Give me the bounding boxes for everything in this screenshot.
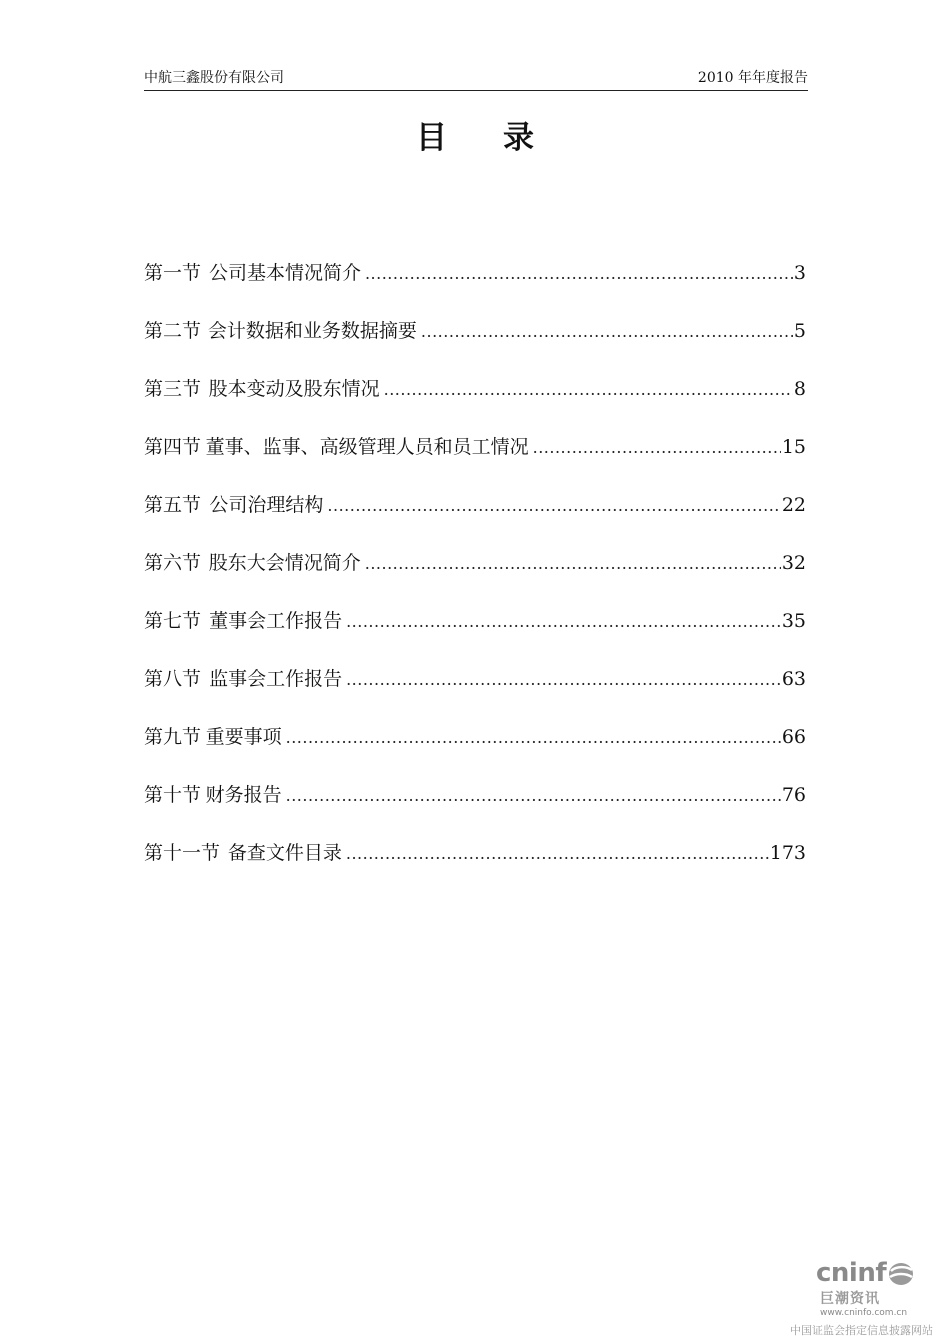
table-of-contents xyxy=(144,254,806,892)
toc-entry[interactable] xyxy=(144,370,806,428)
toc-leader-dots xyxy=(384,371,793,409)
toc-page-number: 173 xyxy=(769,842,806,864)
swirl-icon xyxy=(886,1260,916,1288)
toc-section-name: 股本变动及股东情况 xyxy=(208,378,380,400)
toc-page-number: 76 xyxy=(781,784,806,806)
page-header xyxy=(144,68,808,91)
toc-leader-dots xyxy=(286,777,781,815)
toc-page-number: 5 xyxy=(793,320,806,342)
watermark-slogan: 中国证监会指定信息披露网站 xyxy=(790,1324,933,1337)
toc-leader-dots xyxy=(286,719,781,757)
toc-section-name: 会计数据和业务数据摘要 xyxy=(207,320,417,342)
header-report-title: 2010 年年度报告 xyxy=(697,70,808,86)
toc-entry[interactable] xyxy=(144,660,806,718)
toc-section-name: 公司治理结构 xyxy=(209,494,324,516)
toc-section-name: 股东大会情况简介 xyxy=(208,552,361,574)
toc-section-number: 第十一节 xyxy=(144,842,221,864)
toc-page-number: 63 xyxy=(781,668,806,690)
toc-section-number: 第三节 xyxy=(144,378,202,400)
toc-section-name: 财务报告 xyxy=(205,784,282,806)
toc-leader-dots xyxy=(327,487,780,525)
toc-page-number: 35 xyxy=(781,610,806,632)
toc-entry[interactable] xyxy=(144,776,806,834)
watermark-brand: cninf xyxy=(816,1258,887,1288)
toc-section-number: 第二节 xyxy=(144,320,202,342)
toc-leader-dots xyxy=(365,255,793,293)
toc-leader-dots xyxy=(421,313,793,351)
toc-entry[interactable] xyxy=(144,486,806,544)
watermark-url: www.cninfo.com.cn xyxy=(820,1308,908,1318)
toc-section-name: 监事会工作报告 xyxy=(209,668,343,690)
toc-leader-dots xyxy=(346,603,781,641)
toc-page-number: 8 xyxy=(793,378,806,400)
toc-leader-dots xyxy=(346,661,781,699)
toc-entry[interactable] xyxy=(144,544,806,602)
toc-title: 目录 xyxy=(416,120,590,156)
toc-leader-dots xyxy=(533,429,781,467)
toc-entry[interactable] xyxy=(144,428,806,486)
toc-page-number: 3 xyxy=(793,262,806,284)
toc-page-number: 66 xyxy=(781,726,806,748)
toc-section-number: 第七节 xyxy=(144,610,202,632)
toc-section-number: 第八节 xyxy=(144,668,202,690)
toc-section-name: 董事、监事、高级管理人员和员工情况 xyxy=(205,436,529,458)
toc-section-number: 第九节 xyxy=(144,726,202,748)
toc-section-name: 重要事项 xyxy=(205,726,282,748)
watermark-brand-cn: 巨潮资讯 xyxy=(820,1291,880,1307)
toc-section-name: 董事会工作报告 xyxy=(209,610,343,632)
toc-entry[interactable] xyxy=(144,602,806,660)
toc-section-number: 第五节 xyxy=(144,494,202,516)
toc-leader-dots xyxy=(346,835,769,873)
toc-page-number: 22 xyxy=(781,494,806,516)
toc-section-number: 第一节 xyxy=(144,262,202,284)
toc-entry[interactable] xyxy=(144,312,806,370)
toc-section-name: 备查文件目录 xyxy=(227,842,342,864)
header-company: 中航三鑫股份有限公司 xyxy=(144,70,284,86)
toc-page-number: 32 xyxy=(781,552,806,574)
toc-section-number: 第十节 xyxy=(144,784,202,806)
toc-leader-dots xyxy=(365,545,781,583)
toc-entry[interactable] xyxy=(144,718,806,776)
toc-section-number: 第六节 xyxy=(144,552,202,574)
toc-section-name: 公司基本情况简介 xyxy=(208,262,361,284)
toc-section-number: 第四节 xyxy=(144,436,202,458)
toc-entry[interactable] xyxy=(144,254,806,312)
toc-entry[interactable] xyxy=(144,834,806,892)
toc-page-number: 15 xyxy=(781,436,806,458)
cninfo-watermark-logo xyxy=(790,1258,950,1344)
